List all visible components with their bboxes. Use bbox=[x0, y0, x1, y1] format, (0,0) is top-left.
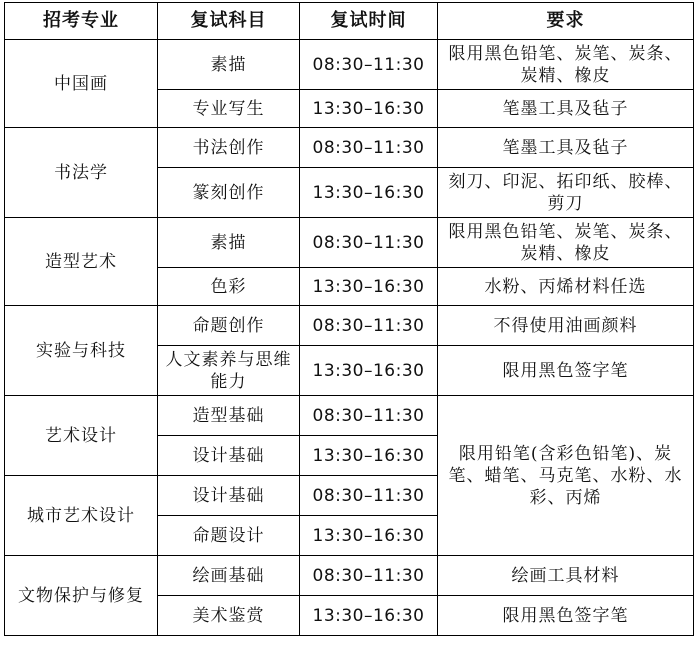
time-cell: 13:30–16:30 bbox=[300, 346, 438, 396]
time-cell: 13:30–16:30 bbox=[300, 516, 438, 556]
time-cell: 13:30–16:30 bbox=[300, 90, 438, 128]
requirement-cell-merged: 限用铅笔(含彩色铅笔)、炭笔、蜡笔、马克笔、水粉、水彩、丙烯 bbox=[438, 396, 694, 556]
subject-cell: 篆刻创作 bbox=[158, 168, 300, 218]
requirement-cell: 绘画工具材料 bbox=[438, 556, 694, 596]
requirement-cell: 限用黑色铅笔、炭笔、炭条、炭精、橡皮 bbox=[438, 218, 694, 268]
major-cell: 文物保护与修复 bbox=[5, 556, 158, 636]
subject-cell: 素描 bbox=[158, 218, 300, 268]
time-cell: 08:30–11:30 bbox=[300, 40, 438, 90]
header-subject: 复试科目 bbox=[158, 3, 300, 40]
table-row bbox=[5, 128, 694, 168]
major-cell: 实验与科技 bbox=[5, 306, 158, 396]
table-row bbox=[5, 218, 694, 268]
table-row bbox=[5, 40, 694, 90]
requirement-cell: 不得使用油画颜料 bbox=[438, 306, 694, 346]
major-cell: 书法学 bbox=[5, 128, 158, 218]
table-header-row bbox=[5, 3, 694, 40]
subject-cell: 人文素养与思维能力 bbox=[158, 346, 300, 396]
time-cell: 08:30–11:30 bbox=[300, 396, 438, 436]
time-cell: 13:30–16:30 bbox=[300, 596, 438, 636]
subject-cell: 绘画基础 bbox=[158, 556, 300, 596]
requirement-cell: 笔墨工具及毡子 bbox=[438, 90, 694, 128]
requirement-cell: 限用黑色签字笔 bbox=[438, 346, 694, 396]
subject-cell: 专业写生 bbox=[158, 90, 300, 128]
table-row bbox=[5, 306, 694, 346]
requirement-cell: 笔墨工具及毡子 bbox=[438, 128, 694, 168]
exam-schedule-table bbox=[4, 2, 694, 636]
subject-cell: 色彩 bbox=[158, 268, 300, 306]
time-cell: 08:30–11:30 bbox=[300, 476, 438, 516]
subject-cell: 书法创作 bbox=[158, 128, 300, 168]
requirement-cell: 水粉、丙烯材料任选 bbox=[438, 268, 694, 306]
table-row bbox=[5, 396, 694, 436]
subject-cell: 命题设计 bbox=[158, 516, 300, 556]
subject-cell: 素描 bbox=[158, 40, 300, 90]
requirement-cell: 刻刀、印泥、拓印纸、胶棒、剪刀 bbox=[438, 168, 694, 218]
subject-cell: 设计基础 bbox=[158, 436, 300, 476]
time-cell: 13:30–16:30 bbox=[300, 436, 438, 476]
time-cell: 08:30–11:30 bbox=[300, 128, 438, 168]
major-cell: 城市艺术设计 bbox=[5, 476, 158, 556]
header-requirement: 要求 bbox=[438, 3, 694, 40]
subject-cell: 命题创作 bbox=[158, 306, 300, 346]
major-cell: 中国画 bbox=[5, 40, 158, 128]
time-cell: 13:30–16:30 bbox=[300, 168, 438, 218]
major-cell: 艺术设计 bbox=[5, 396, 158, 476]
requirement-cell: 限用黑色签字笔 bbox=[438, 596, 694, 636]
time-cell: 08:30–11:30 bbox=[300, 218, 438, 268]
requirement-cell: 限用黑色铅笔、炭笔、炭条、炭精、橡皮 bbox=[438, 40, 694, 90]
subject-cell: 造型基础 bbox=[158, 396, 300, 436]
header-major: 招考专业 bbox=[5, 3, 158, 40]
header-time: 复试时间 bbox=[300, 3, 438, 40]
time-cell: 08:30–11:30 bbox=[300, 556, 438, 596]
subject-cell: 美术鉴赏 bbox=[158, 596, 300, 636]
table-row bbox=[5, 556, 694, 596]
major-cell: 造型艺术 bbox=[5, 218, 158, 306]
time-cell: 08:30–11:30 bbox=[300, 306, 438, 346]
subject-cell: 设计基础 bbox=[158, 476, 300, 516]
time-cell: 13:30–16:30 bbox=[300, 268, 438, 306]
